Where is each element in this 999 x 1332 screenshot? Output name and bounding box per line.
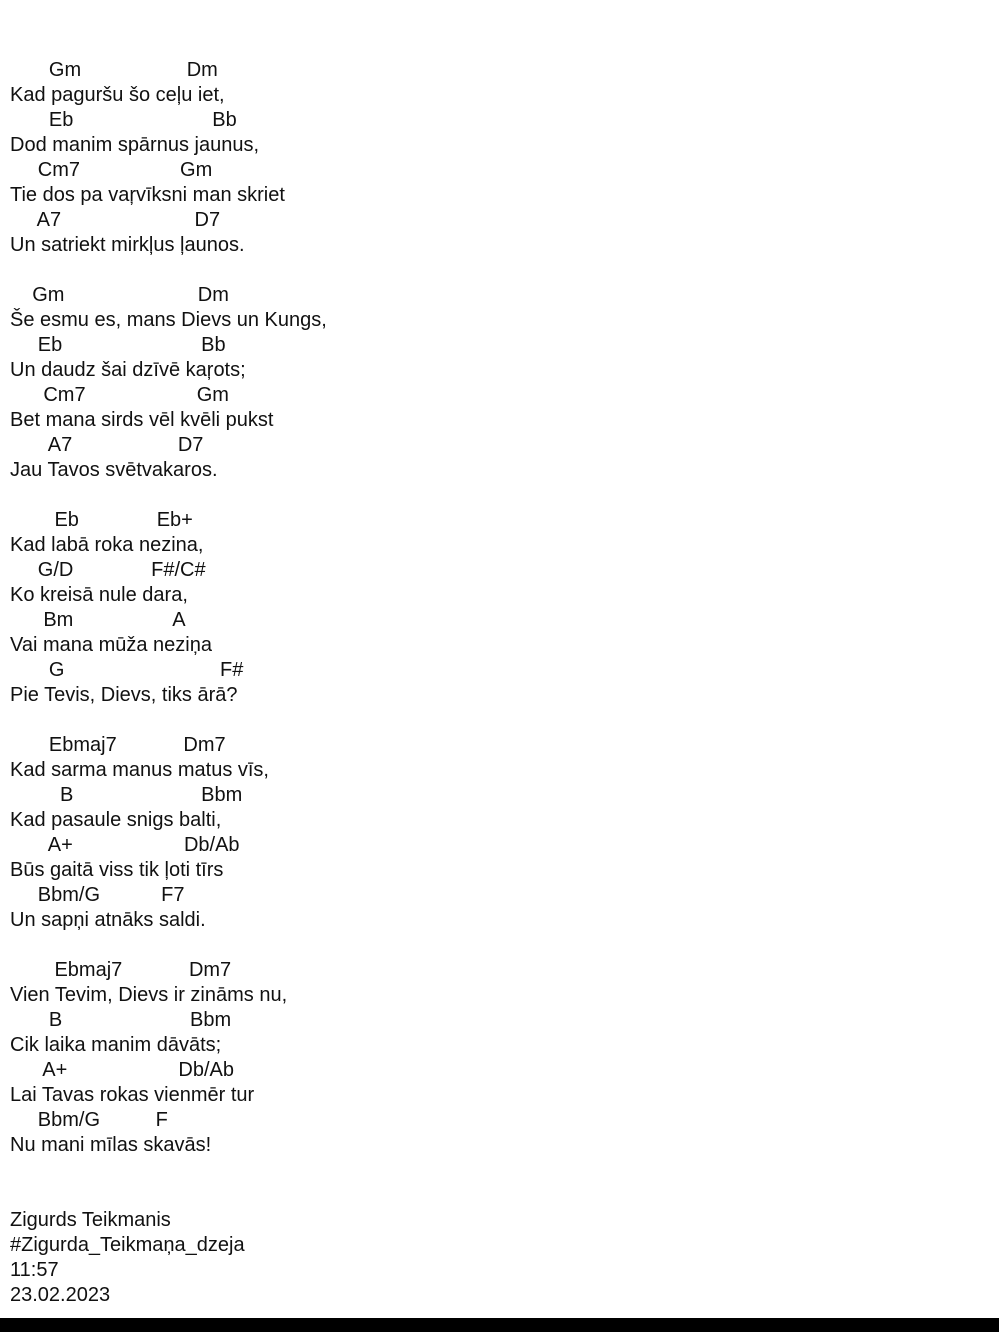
lyric-line: Še esmu es, mans Dievs un Kungs, xyxy=(10,309,327,331)
chord-line: Bbm/G F7 xyxy=(10,884,185,906)
lyric-line: Jau Tavos svētvakaros. xyxy=(10,459,218,481)
lyric-line: Ko kreisā nule dara, xyxy=(10,584,188,606)
chord-line: Ebmaj7 Dm7 xyxy=(10,959,232,981)
chord-line: Ebmaj7 Dm7 xyxy=(10,734,226,756)
lyric-line: Vien Tevim, Dievs ir zināms nu, xyxy=(10,984,288,1006)
lyric-line: Kad sarma manus matus vīs, xyxy=(10,759,269,781)
chord-line: A7 D7 xyxy=(10,434,204,456)
chord-line: Eb Bb xyxy=(10,109,237,131)
lyric-line: Būs gaitā viss tik ļoti tīrs xyxy=(10,859,224,881)
chord-line: B Bbm xyxy=(10,784,243,806)
lyric-line: Bet mana sirds vēl kvēli pukst xyxy=(10,409,274,431)
chord-line: A7 D7 xyxy=(10,209,221,231)
chord-line: Bbm/G F xyxy=(10,1109,168,1131)
lyric-line: Vai mana mūža neziņa xyxy=(10,634,212,656)
chord-line: Eb Eb+ xyxy=(10,509,193,531)
lyric-line: Dod manim spārnus jaunus, xyxy=(10,134,260,156)
lyric-line: Kad labā roka nezina, xyxy=(10,534,204,556)
chord-line: A+ Db/Ab xyxy=(10,834,240,856)
lyric-line: Un satriekt mirkļus ļaunos. xyxy=(10,234,245,256)
author-name: Zigurds Teikmanis xyxy=(10,1209,171,1231)
lyric-line: Kad pasaule snigs balti, xyxy=(10,809,222,831)
chord-line: Gm Dm xyxy=(10,59,218,81)
lyric-line: Cik laika manim dāvāts; xyxy=(10,1034,222,1056)
chord-line: B Bbm xyxy=(10,1009,232,1031)
date-stamp: 23.02.2023 xyxy=(10,1284,111,1306)
time-stamp: 11:57 xyxy=(10,1259,59,1281)
chord-line: A+ Db/Ab xyxy=(10,1059,234,1081)
chord-line: Eb Bb xyxy=(10,334,226,356)
lyric-line: Kad paguršu šo ceļu iet, xyxy=(10,84,225,106)
chord-line: G/D F#/C# xyxy=(10,559,206,581)
lyric-line: Un daudz šai dzīvē kaŗots; xyxy=(10,359,246,381)
chord-line: Bm A xyxy=(10,609,186,631)
lyric-line: Pie Tevis, Dievs, tiks ārā? xyxy=(10,684,238,706)
hashtag: #Zigurda_Teikmaņa_dzeja xyxy=(10,1234,245,1256)
chord-line: Cm7 Gm xyxy=(10,159,213,181)
lyric-line: Nu mani mīlas skavās! xyxy=(10,1134,212,1156)
lyric-line: Tie dos pa vaŗvīksni man skriet xyxy=(10,184,285,206)
bottom-bar xyxy=(0,1318,999,1332)
lyric-line: Lai Tavas rokas vienmēr tur xyxy=(10,1084,255,1106)
lyric-line: Un sapņi atnāks saldi. xyxy=(10,909,206,931)
chord-line: Cm7 Gm xyxy=(10,384,229,406)
chord-line: G F# xyxy=(10,659,244,681)
chord-line: Gm Dm xyxy=(10,284,229,306)
